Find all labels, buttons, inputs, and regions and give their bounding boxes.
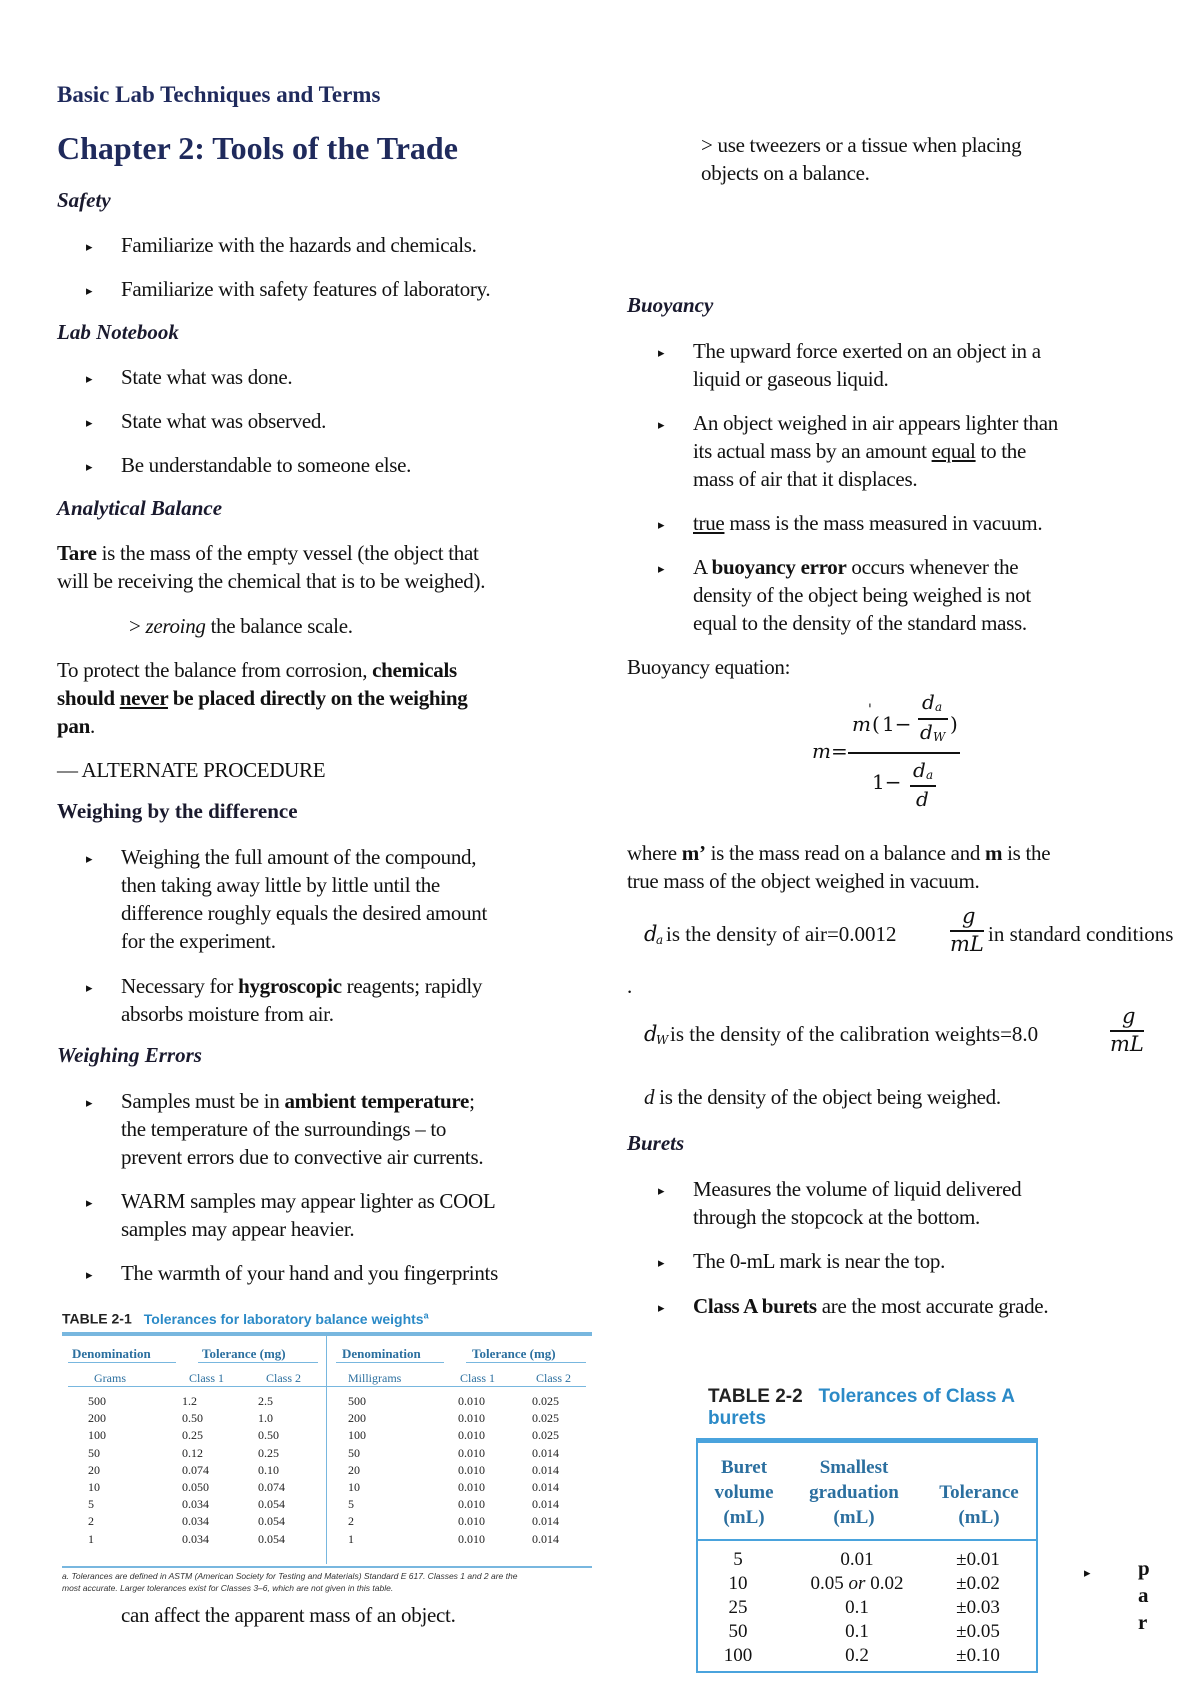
table-2-1-cell: 0.054 xyxy=(258,1497,285,1512)
table-2-1-cell: 0.014 xyxy=(532,1514,559,1529)
table-2-1-cell: 0.12 xyxy=(182,1445,203,1460)
table-2-2-cell: 50 xyxy=(728,1621,748,1642)
table-2-1-cell: 0.014 xyxy=(532,1531,559,1546)
table-2-1-cell: 0.010 xyxy=(458,1445,485,1460)
where-line-2: true mass of the object weighed in vacuum. xyxy=(627,869,980,893)
tare-line-2: will be receiving the chemical that is to be weighed). xyxy=(57,569,486,593)
table-2-1-cell: 0.034 xyxy=(182,1531,209,1546)
table-2-1-cell: 0.054 xyxy=(258,1531,285,1546)
table-2-2-cell: ±0.02 xyxy=(956,1573,1000,1594)
table-2-1-cell: 10 xyxy=(88,1480,100,1494)
stray-period: . xyxy=(627,974,632,998)
burets-item-1-line-1: Measures the volume of liquid delivered xyxy=(693,1177,1022,1201)
table-2-1-cell: 0.025 xyxy=(532,1428,559,1443)
table-2-2-cell: 10 xyxy=(728,1573,748,1594)
buoyancy-equation: m= m ' ( 1− d a d W ) 1− d a d xyxy=(800,690,980,820)
table-2-1-cell: 0.010 xyxy=(458,1514,485,1529)
buoyancy-item-4-line-2: density of the object being weighed is not xyxy=(693,583,1031,607)
table-2-1-cell: 0.010 xyxy=(458,1428,485,1443)
errors-item-1-line-2: the temperature of the surroundings – to xyxy=(121,1117,447,1141)
table-2-1-cell: 0.010 xyxy=(458,1480,485,1494)
bullet-icon: ▸ xyxy=(86,1195,93,1210)
object-density-definition: d is the density of the object being weighed. xyxy=(644,1085,1001,1109)
bullet-icon: ▸ xyxy=(658,517,665,532)
table-2-1-title: TABLE 2-1 Tolerances for laboratory balance weights$^a$ xyxy=(62,1310,429,1327)
table-2-1-cell: 2 xyxy=(88,1514,94,1529)
table-2-1-cell: 0.010 xyxy=(458,1497,485,1512)
table-2-1-cell: 100 xyxy=(88,1428,106,1443)
table-2-2-cell: 0.1 xyxy=(845,1597,869,1618)
table-2-1-cell: 0.014 xyxy=(532,1445,559,1460)
bullet-icon: ▸ xyxy=(86,415,93,430)
buoyancy-item-2-line-3: mass of air that it displaces. xyxy=(693,467,918,491)
table-2-1-cell: 0.50 xyxy=(182,1411,203,1426)
table-2-1-cell: 0.025 xyxy=(532,1411,559,1426)
table-2-2-cell: 25 xyxy=(728,1597,748,1618)
bullet-icon: ▸ xyxy=(86,980,93,995)
table-2-1-cell: 50 xyxy=(348,1445,360,1460)
table-2-2-cell: 100 xyxy=(723,1645,753,1666)
table-2-1-cell: 200 xyxy=(348,1411,366,1426)
protect-line-3: pan. xyxy=(57,714,95,738)
buoyancy-item-3: true mass is the mass measured in vacuum. xyxy=(693,511,1043,535)
bullet-icon: ▸ xyxy=(86,371,93,386)
table-2-1-cell: 0.010 xyxy=(458,1462,485,1477)
burets-item-2: The 0-mL mark is near the top. xyxy=(693,1249,946,1273)
bullet-icon: ▸ xyxy=(86,851,93,866)
table-2-1-cell: 50 xyxy=(88,1445,100,1460)
col-header-graduation: Smallest graduation (mL) xyxy=(809,1457,899,1528)
table-2-1-cell: 1.2 xyxy=(182,1394,197,1408)
bullet-icon: ▸ xyxy=(86,283,93,298)
table-2-1-cell: 0.25 xyxy=(258,1445,279,1460)
table-2-1-cell: 1.0 xyxy=(258,1411,273,1426)
buoyancy-item-2-line-2: its actual mass by an amount equal to the xyxy=(693,439,1026,463)
table-2-1-cell: 0.010 xyxy=(458,1411,485,1426)
errors-item-1-line-1: Samples must be in ambient temperature; xyxy=(121,1089,475,1113)
bullet-icon: ▸ xyxy=(658,1255,665,1270)
table-2-1-cell: 5 xyxy=(348,1497,354,1512)
table-2-2-cell: ±0.03 xyxy=(956,1597,1000,1618)
buoyancy-heading: Buoyancy xyxy=(627,293,714,317)
buoyancy-item-2-line-1: An object weighed in air appears lighter than xyxy=(693,411,1058,435)
table-2-1-body: Denomination Tolerance (mg) Denomination Tolerance (mg) Grams Class 1 Class 2 Milligrams Class 1 Class 2 500 1.2 2.5 200 0.50 1.0 100 0.25 0.50 50 0.12 0.25 20 0.074 0.10 10 0.050 0.074 5 0.034 0.054 2 0.034 0.054 1 0.034 0.054 500 0.010 0.025 200 0.010 0.025 100 0.010 0.025 50 0.010 0.014 20 0.010 0.014 10 0.010 0.014 5 0.010 0.014 2 0.010 0.014 1 0.010 0.014 xyxy=(62,1332,592,1568)
table-2-2-cell: ±0.01 xyxy=(956,1549,1000,1570)
table-2-1-footnote: a. Tolerances are defined in ASTM (American Society for Testing and Materials) Standard E 617. Classes 1 and 2 are the most accurate. Larger tolerances exist for Classes 3–6, which are not given in this table. xyxy=(62,1571,518,1593)
burets-item-1-line-2: through the stopcock at the bottom. xyxy=(693,1205,980,1229)
table-2-1-cell: 500 xyxy=(88,1394,106,1408)
errors-heading: Weighing Errors xyxy=(57,1043,202,1067)
difference-item-2-line-2: absorbs moisture from air. xyxy=(121,1002,334,1026)
table-2-1-cell: 100 xyxy=(348,1428,366,1443)
bullet-icon: ▸ xyxy=(86,459,93,474)
table-2-1-cell: 0.010 xyxy=(458,1531,485,1546)
table-2-2-cell: 0.2 xyxy=(845,1645,869,1666)
balance-heading: Analytical Balance xyxy=(57,496,223,520)
table-2-1-cell: 0.034 xyxy=(182,1514,209,1529)
bullet-icon: ▸ xyxy=(658,1183,665,1198)
table-2-1-cell: 200 xyxy=(88,1411,106,1426)
safety-item-1: Familiarize with the hazards and chemicals. xyxy=(121,233,477,257)
table-2-1-cell: 500 xyxy=(348,1394,366,1408)
table-2-1-cell: 0.074 xyxy=(182,1462,209,1477)
table-2-1-cell: 1 xyxy=(348,1531,354,1546)
col-header-volume: Buret volume (mL) xyxy=(714,1457,774,1528)
errors-item-2-line-1: WARM samples may appear lighter as COOL xyxy=(121,1189,496,1213)
bullet-icon: ▸ xyxy=(86,239,93,254)
buoyancy-item-4-line-3: equal to the density of the standard mass. xyxy=(693,611,1027,635)
table-2-2-cell: 0.1 xyxy=(845,1621,869,1642)
errors-item-3-continued: can affect the apparent mass of an object. xyxy=(121,1603,456,1627)
col-header-tolerance: Tolerance (mL) xyxy=(939,1482,1019,1528)
table-2-2-title: TABLE 2-2 Tolerances of Class A burets xyxy=(708,1386,1015,1429)
difference-item-1-line-4: for the experiment. xyxy=(121,929,276,953)
table-2-1-cell: 0.034 xyxy=(182,1497,209,1512)
table-2-1-cell: 5 xyxy=(88,1497,94,1512)
bullet-icon: ▸ xyxy=(658,561,665,576)
zeroing-line: > zeroing the balance scale. xyxy=(129,614,353,638)
table-2-2 xyxy=(696,1438,1038,1673)
where-line-1: where m’ is the mass read on a balance and m is the xyxy=(627,841,1051,865)
table-2-1-cell: 0.054 xyxy=(258,1514,285,1529)
burets-heading: Burets xyxy=(627,1131,685,1155)
difference-item-1-line-3: difference roughly equals the desired amount xyxy=(121,901,488,925)
table-2-1-cell: 0.014 xyxy=(532,1497,559,1512)
table-2-2-cell: 0.01 xyxy=(840,1549,874,1570)
buoyancy-item-1-line-1: The upward force exerted on an object in a xyxy=(693,339,1041,363)
errors-item-1-line-3: prevent errors due to convective air currents. xyxy=(121,1145,484,1169)
table-2-2-cell: 0.05 or 0.02 xyxy=(810,1573,904,1594)
table-2-1-cell: 20 xyxy=(348,1462,360,1477)
burets-item-3: Class A burets are the most accurate grade. xyxy=(693,1294,1049,1318)
bullet-icon: ▸ xyxy=(86,1267,93,1282)
table-2-2-cell: ±0.10 xyxy=(956,1645,1000,1666)
stray-letters: p a r xyxy=(1138,1556,1150,1634)
buoyancy-item-4-line-1: A buoyancy error occurs whenever the xyxy=(693,555,1019,579)
difference-item-1-line-1: Weighing the full amount of the compound, xyxy=(121,845,477,869)
table-2-1-cell: 0.25 xyxy=(182,1428,203,1443)
errors-item-2-line-2: samples may appear heavier. xyxy=(121,1217,355,1241)
buoyancy-equation-label: Buoyancy equation: xyxy=(627,655,791,679)
table-2-2-cell: ±0.05 xyxy=(956,1621,1000,1642)
protect-line-1: To protect the balance from corrosion, chemicals xyxy=(57,658,457,682)
table-2-1-cell: 0.10 xyxy=(258,1462,279,1477)
alternate-procedure: — ALTERNATE PROCEDURE xyxy=(57,758,326,782)
notebook-heading: Lab Notebook xyxy=(57,320,179,344)
difference-item-1-line-2: then taking away little by little until the xyxy=(121,873,440,897)
table-2-1-cell: 1 xyxy=(88,1531,94,1546)
notebook-item-2: State what was observed. xyxy=(121,409,327,433)
table-2-1-cell: 0.014 xyxy=(532,1480,559,1494)
safety-heading: Safety xyxy=(57,188,111,212)
difference-heading: Weighing by the difference xyxy=(57,799,298,823)
table-2-1-cell: 0.074 xyxy=(258,1480,285,1494)
buoyancy-item-1-line-2: liquid or gaseous liquid. xyxy=(693,367,889,391)
chapter-title: Chapter 2: Tools of the Trade xyxy=(57,130,458,166)
bullet-icon: ▸ xyxy=(1084,1565,1091,1580)
notebook-item-3: Be understandable to someone else. xyxy=(121,453,412,477)
table-2-1 xyxy=(62,1310,592,1593)
calibration-density-definition: d W is the density of the calibration weights=8.0 g mL xyxy=(644,1004,1144,1056)
tweezers-line-2: objects on a balance. xyxy=(701,161,870,185)
safety-item-2: Familiarize with safety features of laboratory. xyxy=(121,277,491,301)
difference-item-2-line-1: Necessary for hygroscopic reagents; rapidly xyxy=(121,974,483,998)
tweezers-line-1: > use tweezers or a tissue when placing xyxy=(701,133,1022,157)
tare-line-1: Tare is the mass of the empty vessel (the object that xyxy=(57,541,479,565)
table-2-1-cell: 0.014 xyxy=(532,1462,559,1477)
protect-line-2: should never be placed directly on the weighing xyxy=(57,686,468,710)
bullet-icon: ▸ xyxy=(658,1300,665,1315)
table-2-1-cell: 2.5 xyxy=(258,1394,273,1408)
table-2-2-cell: 5 xyxy=(733,1549,743,1570)
table-2-1-cell: 20 xyxy=(88,1462,100,1477)
bullet-icon: ▸ xyxy=(658,417,665,432)
table-2-1-cell: 0.050 xyxy=(182,1480,209,1494)
notebook-item-1: State what was done. xyxy=(121,365,293,389)
table-2-1-cell: 0.010 xyxy=(458,1394,485,1408)
table-2-1-cell: 0.50 xyxy=(258,1428,279,1443)
document-header: Basic Lab Techniques and Terms xyxy=(57,82,381,107)
table-2-1-cell: 0.025 xyxy=(532,1394,559,1408)
errors-item-3: The warmth of your hand and you fingerprints xyxy=(121,1261,498,1285)
table-2-1-cell: 2 xyxy=(348,1514,354,1529)
air-density-definition: d a is the density of air=0.0012 g mL in standard conditions xyxy=(644,908,1174,956)
table-2-1-cell: 10 xyxy=(348,1480,360,1494)
bullet-icon: ▸ xyxy=(86,1095,93,1110)
bullet-icon: ▸ xyxy=(658,345,665,360)
